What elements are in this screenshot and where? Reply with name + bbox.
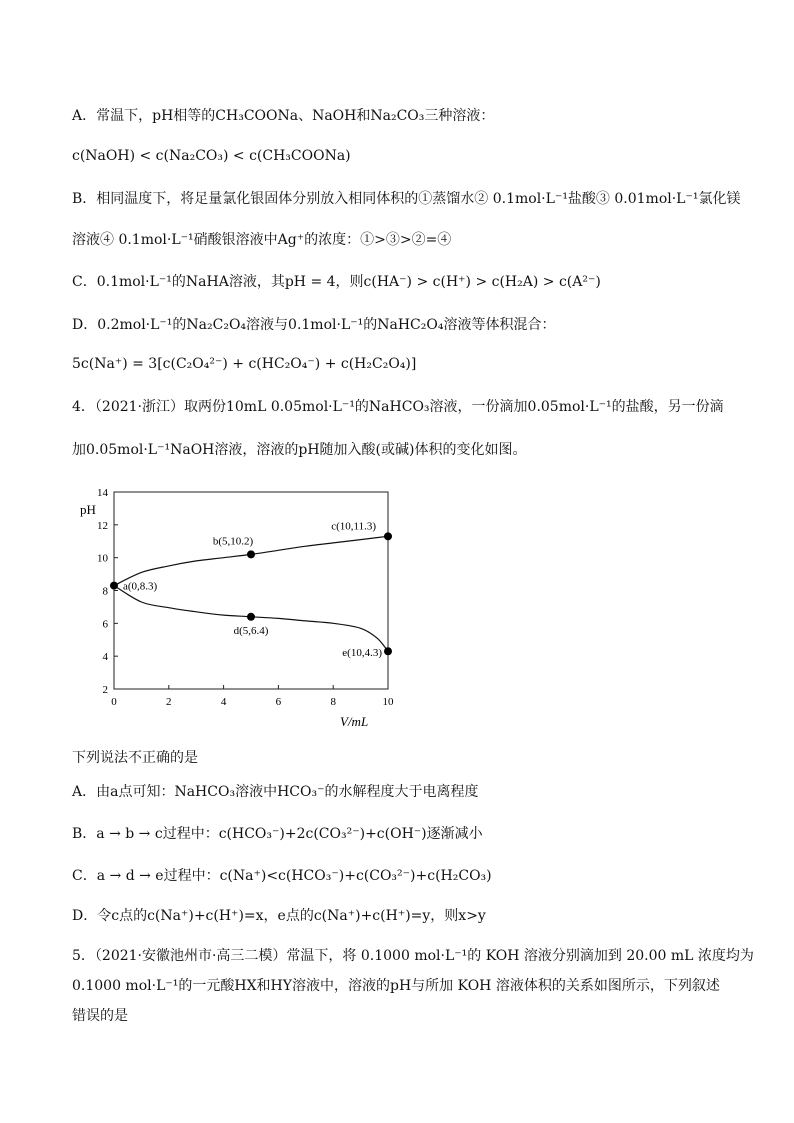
- x-axis-ticks: [111, 685, 394, 708]
- x-tick-label: 6: [275, 696, 282, 708]
- point-e-marker: [384, 647, 392, 655]
- x-tick-label: 10: [382, 696, 394, 708]
- point-b-marker: [247, 550, 255, 558]
- y-axis-label: pH: [80, 502, 96, 517]
- y-tick-label: 12: [97, 519, 108, 532]
- y-tick-label: 8: [102, 585, 108, 598]
- q5-stem-line3: 错误的是: [72, 1008, 128, 1024]
- x-axis-label: V/mL: [340, 714, 369, 729]
- q4-option-c: C．a → d → e过程中：c(Na⁺)<c(HCO₃⁻)+c(CO₃²⁻)+c(H₂CO₃): [72, 868, 492, 884]
- q3-option-a-relation: c(NaOH) < c(Na₂CO₃) < c(CH₃COONa): [72, 148, 351, 164]
- point-a-marker: [110, 582, 118, 590]
- point-a-label: a(0,8.3): [123, 580, 158, 593]
- point-d-marker: [247, 613, 255, 621]
- point-b-label: b(5,10.2): [212, 535, 254, 548]
- y-tick-label: 14: [97, 487, 108, 499]
- ph-titration-chart: [72, 478, 402, 743]
- x-tick-label: 2: [166, 696, 172, 708]
- point-c-marker: [384, 532, 392, 540]
- q3-option-b-line1: B．相同温度下，将足量氯化银固体分别放入相同体积的①蒸馏水② 0.1mol·L⁻¹盐酸③ 0.01mol·L⁻¹氯化镁: [72, 191, 741, 207]
- q5-stem-line2: 0.1000 mol·L⁻¹的一元酸HX和HY溶液中，溶液的pH与所加 KOH 溶液体积的关系如图所示，下列叙述: [72, 978, 720, 994]
- q3-option-a-text: A．常温下，pH相等的CH₃COONa、NaOH和Na₂CO₃三种溶液：: [72, 108, 495, 124]
- y-tick-label: 6: [102, 618, 108, 631]
- q4-question: 下列说法不正确的是: [72, 750, 198, 766]
- q3-option-d-line1: D．0.2mol·L⁻¹的Na₂C₂O₄溶液与0.1mol·L⁻¹的NaHC₂O₄溶液等体积混合：: [72, 317, 556, 333]
- x-tick-label: 0: [111, 696, 117, 708]
- q3-option-c: C．0.1mol·L⁻¹的NaHA溶液，其pH = 4，则c(HA⁻) > c(H⁺) > c(H₂A) > c(A²⁻): [72, 274, 601, 290]
- q3-option-d-line2: 5c(Na⁺) = 3[c(C₂O₄²⁻) + c(HC₂O₄⁻) + c(H₂C₂O₄)]: [72, 356, 417, 372]
- x-tick-label: 4: [220, 696, 227, 708]
- q4-option-a: A．由a点可知：NaHCO₃溶液中HCO₃⁻的水解程度大于电离程度: [72, 784, 479, 800]
- point-c-label: c(10,11.3): [331, 520, 376, 533]
- q4-stem-line1: 4．（2021·浙江）取两份10mL 0.05mol·L⁻¹的NaHCO₃溶液，一份滴加0.05mol·L⁻¹的盐酸，另一份滴: [72, 399, 724, 415]
- q3-option-b-line2: 溶液④ 0.1mol·L⁻¹硝酸银溶液中Ag⁺的浓度：①>③>②=④: [72, 232, 452, 248]
- point-d-label: d(5,6.4): [233, 624, 269, 637]
- x-tick-label: 8: [330, 696, 336, 708]
- point-e-label: e(10,4.3): [342, 647, 382, 660]
- q4-option-b: B．a → b → c过程中：c(HCO₃⁻)+2c(CO₃²⁻)+c(OH⁻)逐渐减小: [72, 826, 483, 842]
- q4-option-d: D．令c点的c(Na⁺)+c(H⁺)=x，e点的c(Na⁺)+c(H⁺)=y，则x>y: [72, 908, 486, 924]
- y-axis-ticks: [97, 487, 118, 696]
- y-tick-label: 10: [97, 552, 108, 565]
- y-tick-label: 2: [102, 684, 108, 696]
- q4-stem-line2: 加0.05mol·L⁻¹NaOH溶液，溶液的pH随加入酸(或碱)体积的变化如图。: [72, 442, 527, 458]
- q5-stem-line1: 5．（2021·安徽池州市·高三二模）常温下，将 0.1000 mol·L⁻¹的 KOH 溶液分别滴加到 20.00 mL 浓度均为: [72, 948, 754, 964]
- y-tick-label: 4: [102, 651, 108, 664]
